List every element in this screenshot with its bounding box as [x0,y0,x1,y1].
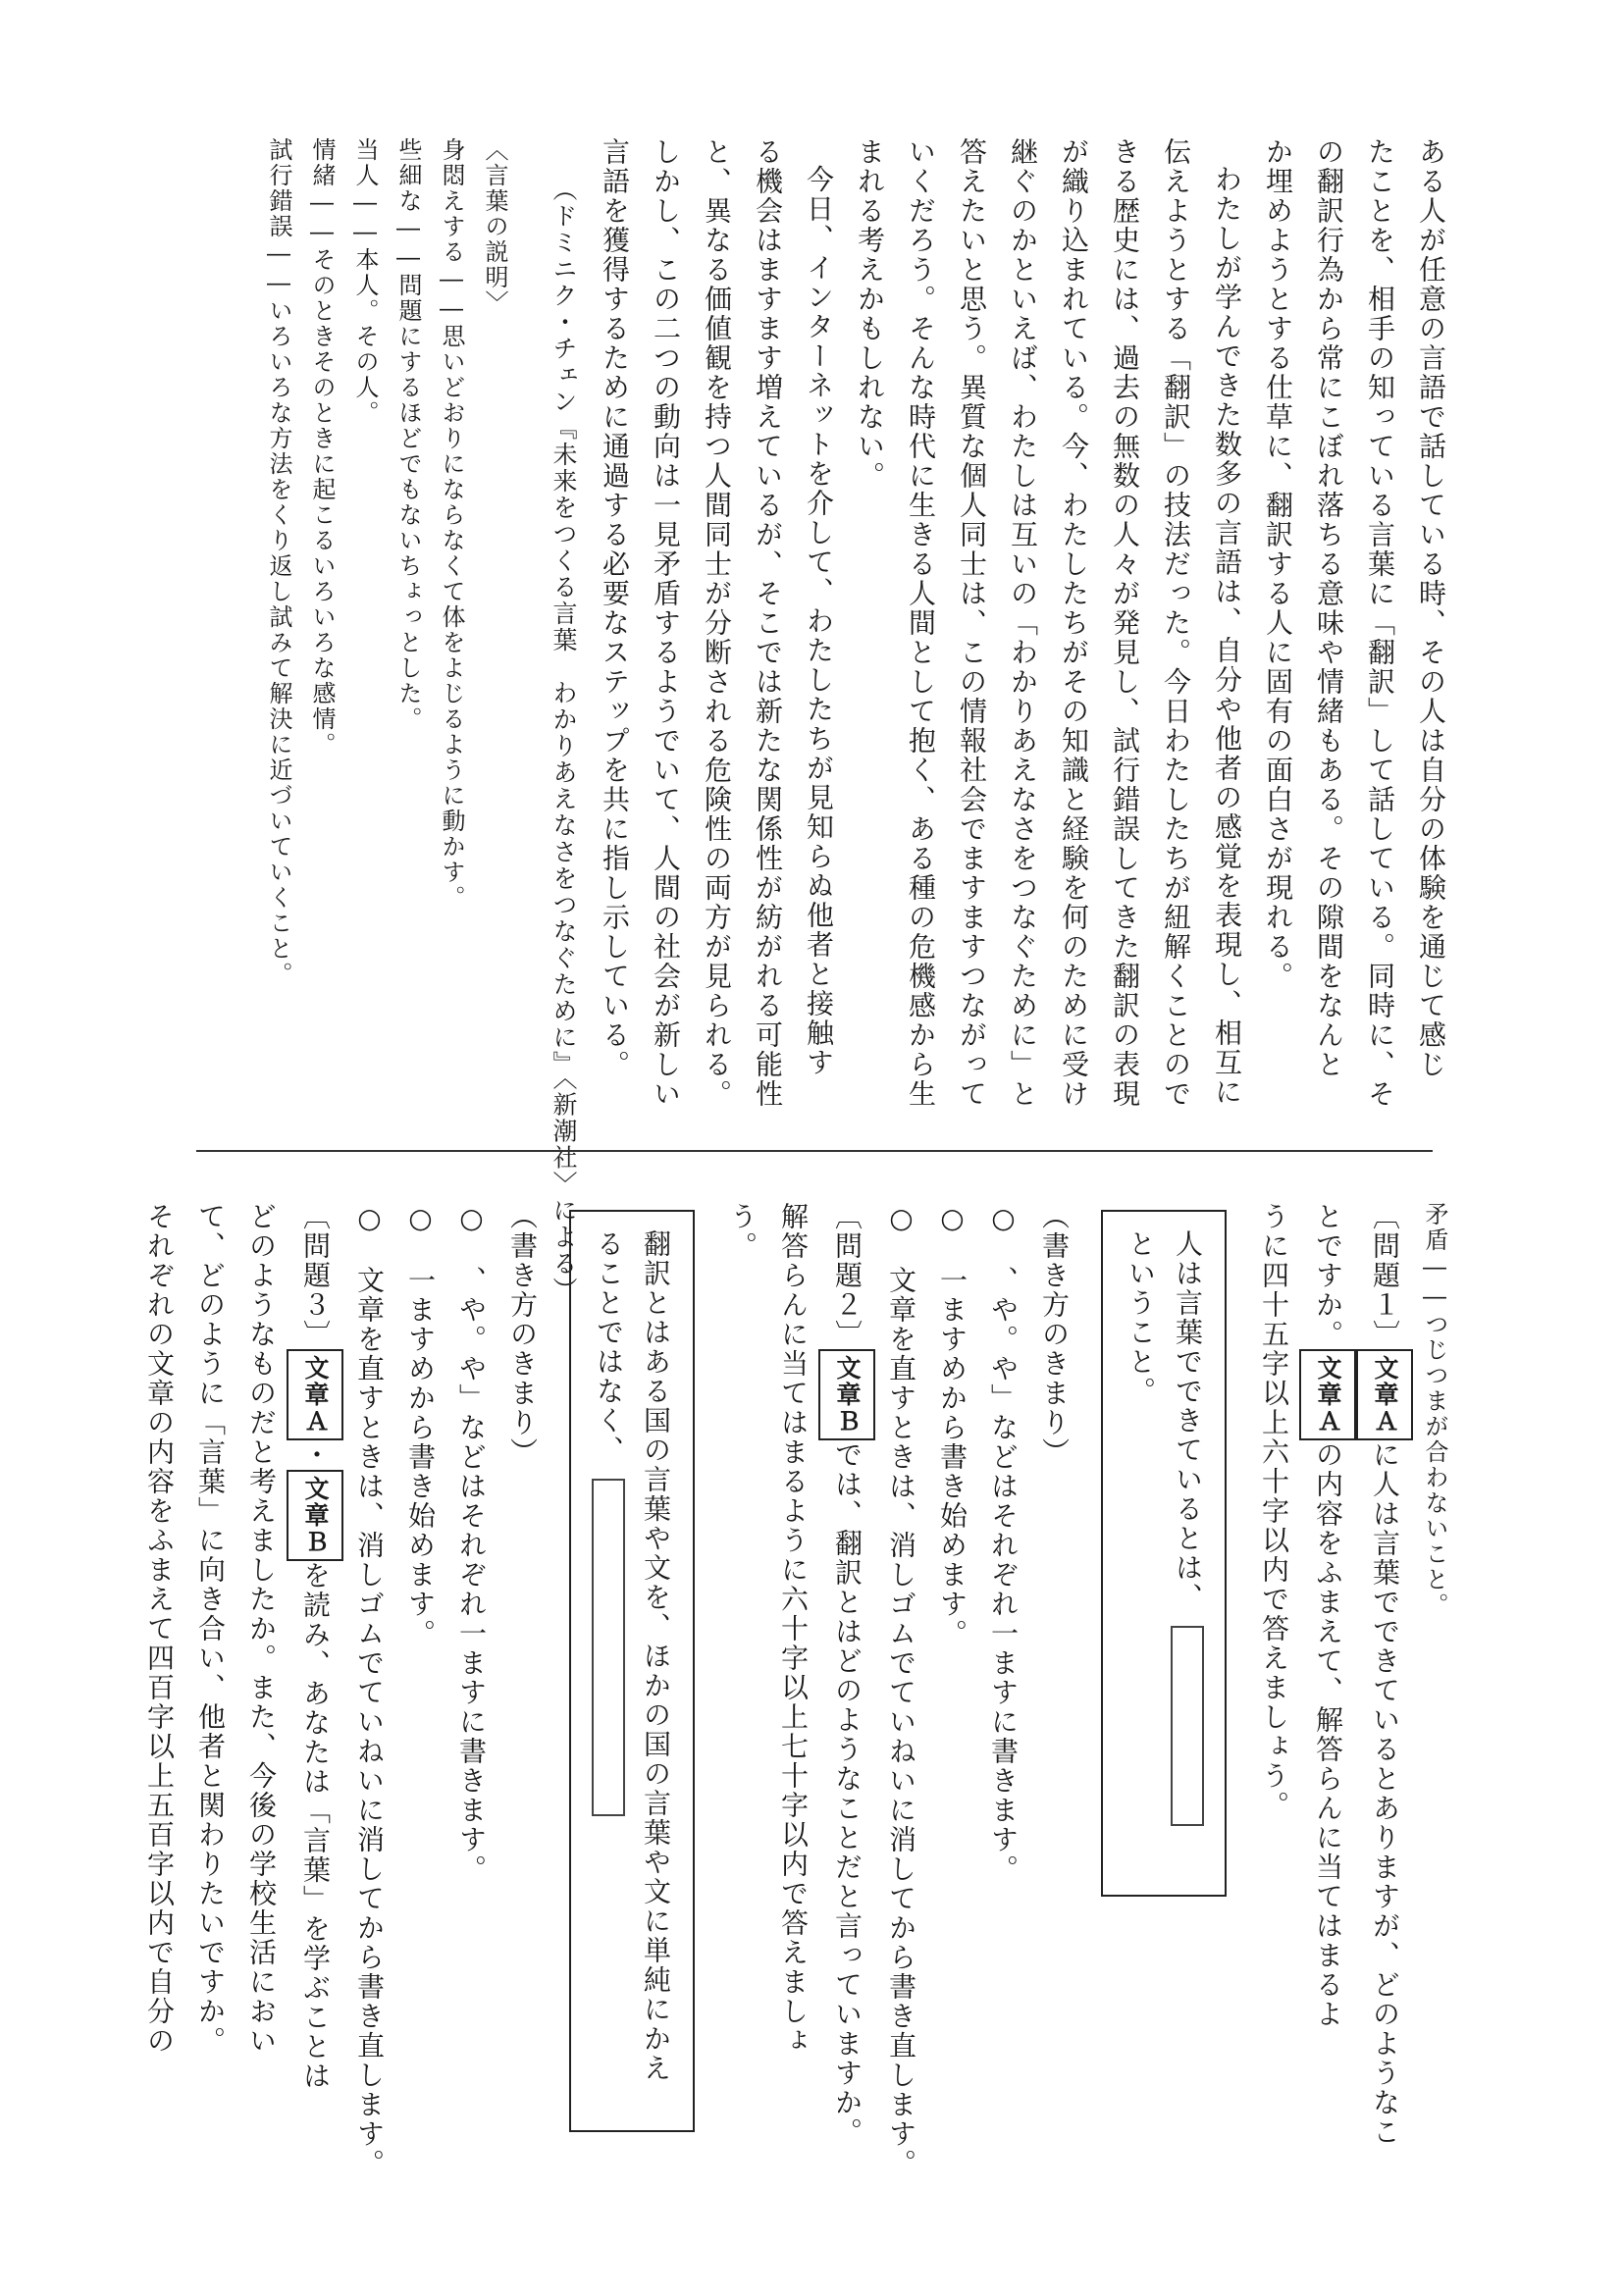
rule-item: ○ 、や。や」などはそれぞれ一ますに書きます。 [987,1202,1020,1884]
rule-item: ○ 一ますめから書き始めます。 [936,1202,969,1648]
questions-section [143,1202,1456,2178]
rule-item: ○ 、や。や」などはそれぞれ一ますに書きます。 [455,1202,488,1884]
passage-line: ある人が任意の言語で話している時、その人は自分の体験を通じて感じ [1415,137,1447,1079]
passage-line: いくだろう。そんな時代に生きる人間として抱く、ある種の危機感から生 [905,137,937,1109]
q1-tag: 文章Ａ [1356,1349,1413,1440]
q3-line: て、どのように「言葉」に向き合い、他者と関わりたいですか。 [194,1202,227,2056]
source-citation: （ドミニク・チェン『未来をつくる言葉 わかりあえなさをつなぐために』〈新潮社〉による） [550,177,578,1304]
rule-item: ○ 文章を直すときは、消しゴムでていねいに消してから書き直します。 [353,1202,386,2178]
passage-line: の翻訳行為から常にこぼれ落ちる意味や情緒もある。その隙間をなんと [1313,137,1345,1079]
rule-item: ○ 文章を直すときは、消しゴムでていねいに消してから書き直します。 [885,1202,917,2178]
passage-line: 答えたいと思う。異質な個人同士は、この情報社会でますますつながって [956,137,988,1109]
glossary-item: 試行錯誤――いろいろな方法をくり返し試みて解決に近づいていくこと。 [265,137,292,987]
q1-tag: 文章Ａ [1299,1349,1356,1440]
rule-item: ○ 一ますめから書き始めます。 [404,1202,437,1648]
passage-line: しかし、この二つの動向は一見矛盾するようでいて、人間の社会が新しい [650,137,682,1109]
passage-line: が織り込まれている。今、わたしたちがその知識と経験を何のために受け [1058,137,1090,1109]
passage-line: る機会はますます増えているが、そこでは新たな関係性が紡がれる可能性 [752,137,784,1109]
passage-line: か埋めようとする仕草に、翻訳する人に固有の面白さが現れる。 [1262,137,1294,991]
q1-box-line: ということ。 [1125,1229,1157,1406]
q2-line: う。 [726,1202,759,1261]
passage-line: 伝えようとする「翻訳」の技法だった。今日わたしたちが紐解くことので [1160,137,1192,1109]
q2-label: 〔問題２〕 [831,1202,864,1349]
q3-tag-b: 文章Ｂ [287,1470,343,1561]
q2-answer-blank[interactable] [592,1479,625,1816]
q2-tag: 文章Ｂ [818,1349,875,1440]
passage-line: きる歴史には、過去の無数の人々が発見し、試行錯誤してきた翻訳の表現 [1109,137,1141,1109]
q1-line: とですか。文章Ａの内容をふまえて、解答らんに当てはまるよ [1299,1202,1356,2178]
q3-tag-a: 文章Ａ [287,1349,343,1440]
q1-label: 〔問題１〕 [1369,1202,1401,1349]
q1-line: うに四十五字以上六十字以内で答えましょう。 [1258,1202,1290,1820]
q2-box-line: 翻訳とはある国の言葉や文を、ほかの国の言葉や文に単純にかえ [640,1229,672,2083]
passage-line: 今日、インターネットを介して、わたしたちが見知らぬ他者と接触す [803,165,835,1077]
q1-answer-blank[interactable] [1171,1626,1204,1826]
q2-box-line: ることではなく、 [585,1229,632,2113]
q3-line: どのようなものだと考えましたか。また、今後の学校生活におい [245,1202,278,2056]
glossary-item: 矛盾――つじつまが合わないこと。 [1421,1202,1448,1618]
q2-answer-box [569,1210,695,2132]
q2-line: 〔問題２〕文章Ｂでは、翻訳とはどのようなことだと言っていますか。 [818,1202,875,2178]
passage-line: 継ぐのかといえば、わたしは互いの「わかりあえなさをつなぐために」と [1007,137,1039,1109]
passage-line: まれる考えかもしれない。 [854,137,886,491]
q3-line: それぞれの文章の内容をふまえて四百字以上五百字以内で自分の [143,1202,176,2056]
passage-line: たことを、相手の知っている言葉に「翻訳」して話している。同時に、そ [1364,137,1396,1109]
passage-line: わたしが学んできた数多の言語は、自分や他者の感覚を表現し、相互に [1211,165,1243,1107]
glossary-title: 〈言葉の説明〉 [481,137,508,316]
section-divider [196,1150,1433,1152]
q3-label: 〔問題３〕 [299,1202,332,1349]
rules-title: （書き方のきまり） [506,1202,539,1467]
rules-title: （書き方のきまり） [1038,1202,1071,1467]
q1-line: 〔問題１〕文章Ａに人は言葉でできているとありますが、どのようなこ [1356,1202,1413,2178]
q2-line: 解答らんに当てはまるように六十字以上七十字以内で答えましょ [777,1202,810,2056]
q1-box-line: 人は言葉でできているとは、 [1164,1229,1211,1877]
q1-answer-box [1101,1210,1227,1897]
passage-line: と、異なる価値観を持つ人間同士が分断される危険性の両方が見られる。 [701,137,733,1109]
q3-line: 〔問題３〕文章Ａ・文章Ｂを読み、あなたは「言葉」を学ぶことは [287,1202,343,2178]
glossary-item: 当人――本人。その人。 [351,137,379,426]
passage-line: 言語を獲得するために通過する必要なステップを共に指し示している。 [599,137,631,1079]
glossary-item: 情緒――そのときそのときに起こるいろいろな感情。 [308,137,336,757]
glossary-item: 些細な――問題にするほどでもないちょっとした。 [394,137,422,732]
glossary-item: 身悶えする――思いどおりにならなくて体をよじるように動かす。 [438,137,465,911]
